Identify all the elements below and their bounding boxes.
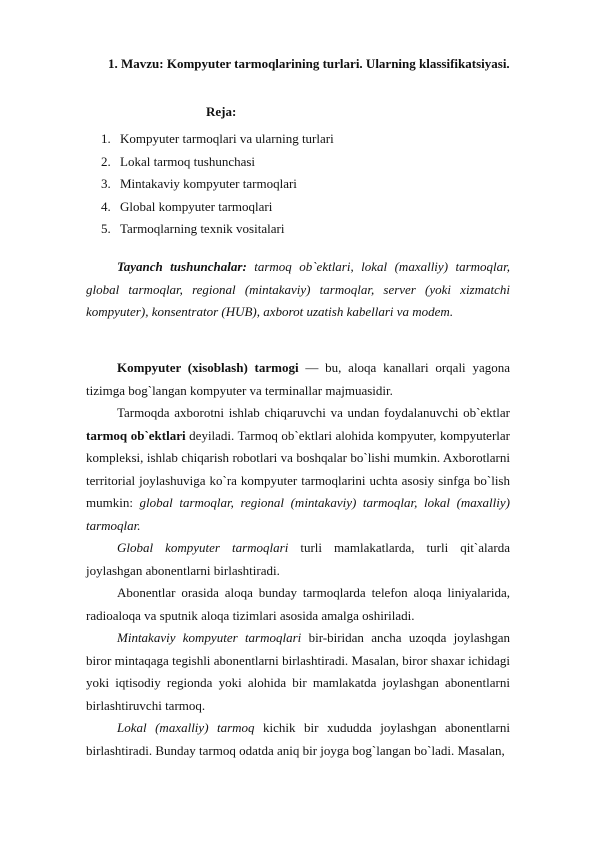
key-concepts-text: tarmoq ob`ektlari, lokal (maxalliy) tarmoqlar, global tarmoqlar, regional (mintakaviy) tarmoqlar, server (yoki xizmatchi kompyuter), konsentrator (HUB), axborot uzatish kabellari va modem. (86, 259, 510, 319)
paragraph-communication (86, 582, 510, 627)
regional-networks-term: Mintakaviy kompyuter tarmoqlari (117, 630, 302, 645)
plan-item-text: Mintakaviy kompyuter tarmoqlari (120, 176, 297, 191)
key-concepts-block (86, 256, 510, 324)
plan-item (101, 218, 334, 241)
plan-item-text: Global kompyuter tarmoqlari (120, 198, 273, 214)
paragraph-definition (86, 357, 510, 402)
plan-item-text: Tarmoqlarning texnik vositalari (120, 221, 285, 236)
paragraph-global (86, 537, 510, 582)
key-concepts-paragraph (86, 256, 510, 324)
plan-item (101, 173, 334, 196)
plan-item-text: Lokal tarmoq tushunchasi (120, 153, 256, 169)
plan-title: Reja: (206, 104, 237, 119)
plan-item-number: 4. (101, 198, 111, 214)
paragraph-text: deyiladi. Tarmoq ob`ektlari alohida kompyuter, kompyuterlar kompleksi, ishlab chiqarish robotlari va boshqalar bo`lishi mumkin. Axborotlarni territorial joylashuviga ko`ra kompyuter tarmoqlarini uchta asosiy sinfga bo`lish mumkin: (86, 427, 510, 510)
plan-item-number: 3. (101, 176, 111, 191)
paragraph-text: bir-biridan ancha uzoqda joylashgan biror mintaqaga tegishli abonentlarni birlashtiradi. Masalan, biror shaxar ichidagi yoki iqtisodiy regionda yoki alohida bir mamlakatda joylashgan abonentlarni birlashtiruvchi tarmoq. (86, 630, 511, 713)
network-types: global tarmoqlar, regional (mintakaviy) tarmoqlar, lokal (maxalliy) tarmoqlar. (86, 495, 510, 533)
network-objects-term: tarmoq ob`ektlari (86, 427, 186, 443)
key-concepts-label: Tayanch tushunchalar: (117, 259, 247, 274)
plan-item-number: 2. (101, 153, 111, 169)
plan-item (101, 128, 334, 151)
paragraph-text: Tarmoqda axborotni ishlab chiqaruvchi va undan foydalanuvchi ob`ektlar (117, 405, 510, 420)
paragraph-regional (86, 627, 510, 717)
topic-heading: 1. Mavzu: Kompyuter tarmoqlarining turlari. Ularning klassifikatsiyasi. (108, 56, 510, 71)
paragraph-text: turli mamlakatlarda, turli qit`alarda joylashgan abonentlarni birlashtiradi. (86, 540, 510, 578)
plan-item-number: 5. (101, 221, 111, 236)
paragraph-text: Abonentlar orasida aloqa bunday tarmoqlarda telefon aloqa liniyalarida, radioaloqa va sputnik aloqa tizimlari asosida amalga oshiriladi. (86, 585, 510, 623)
paragraph-text: — bu, aloqa kanallari orqali yagona tizimga bog`langan kompyuter va terminallar majmuasidir. (86, 360, 510, 398)
paragraph-local (86, 717, 510, 762)
paragraph-text: kichik bir xududda joylashgan abonentlarni birlashtiradi. Bunday tarmoq odatda aniq bir joyga bog`langan bo`ladi. Masalan, (86, 720, 510, 758)
main-text (86, 357, 510, 762)
local-network-term: Lokal (maxalliy) tarmoq (117, 720, 255, 735)
plan-item (101, 196, 334, 219)
global-networks-term: Global kompyuter tarmoqlari (117, 540, 289, 555)
plan-item-number: 1. (101, 131, 111, 146)
network-term: Kompyuter (xisoblash) tarmogi (117, 360, 299, 375)
plan-item-text: Kompyuter tarmoqlari va ularning turlari (120, 131, 334, 146)
plan-item (101, 151, 334, 174)
paragraph-network-objects (86, 402, 510, 537)
plan-list (101, 128, 334, 241)
